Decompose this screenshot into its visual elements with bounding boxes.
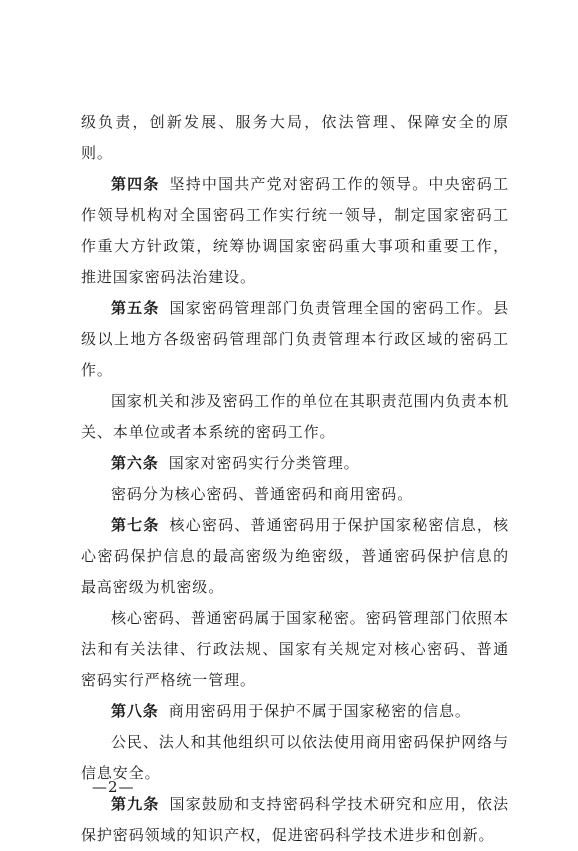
article-text: 国家对密码实行分类管理。 — [168, 454, 360, 472]
document-body — [81, 107, 509, 851]
article-text: 坚持中国共产党对密码工作的领导。中央密码工作领导机构对全国密码工作实行统一领导，制定国家密码工作重大方针政策，统筹协调国家密码重大事项和重要工作，推进国家密码法治建设。 — [81, 175, 510, 286]
article-text: 核心密码、普通密码用于保护国家秘密信息，核心密码保护信息的最高密级为绝密级，普通密码保护信息的最高密级为机密级。 — [81, 516, 510, 596]
article-label: 第九条 — [111, 795, 160, 813]
page-number: —2— — [92, 778, 135, 796]
article-8 — [81, 696, 509, 727]
paragraph-text: 核心密码、普通密码属于国家秘密。密码管理部门依照本法和有关法律、行政法规、国家有关规定对核心密码、普通密码实行严格统一管理。 — [81, 609, 509, 689]
article-7 — [81, 510, 509, 603]
article-5 — [81, 293, 509, 386]
article-6 — [81, 448, 509, 479]
article-label: 第四条 — [111, 175, 160, 193]
article-text: 商用密码用于保护不属于国家秘密的信息。 — [168, 702, 471, 720]
paragraph-text: 公民、法人和其他组织可以依法使用商用密码保护网络与信息安全。 — [81, 733, 509, 782]
article-label: 第八条 — [111, 702, 159, 720]
article-7-clause-2 — [81, 603, 509, 696]
article-5-clause-2 — [81, 386, 509, 448]
article-label: 第七条 — [111, 516, 160, 534]
paragraph-continuation — [81, 107, 509, 169]
article-6-clause-2 — [81, 479, 509, 510]
paragraph-text: 级负责，创新发展、服务大局，依法管理、保障安全的原则。 — [81, 113, 509, 162]
paragraph-text: 密码分为核心密码、普通密码和商用密码。 — [111, 485, 414, 503]
article-label: 第六条 — [111, 454, 159, 472]
article-4 — [81, 169, 509, 293]
article-text: 国家鼓励和支持密码科学技术研究和应用，依法保护密码领域的知识产权，促进密码科学技术进步和创新。 — [81, 795, 510, 844]
paragraph-text: 国家机关和涉及密码工作的单位在其职责范围内负责本机关、本单位或者本系统的密码工作。 — [81, 392, 509, 441]
article-label: 第五条 — [111, 299, 160, 317]
article-text: 国家密码管理部门负责管理全国的密码工作。县级以上地方各级密码管理部门负责管理本行政区域的密码工作。 — [81, 299, 510, 379]
article-9 — [81, 789, 509, 851]
article-8-clause-2 — [81, 727, 509, 789]
